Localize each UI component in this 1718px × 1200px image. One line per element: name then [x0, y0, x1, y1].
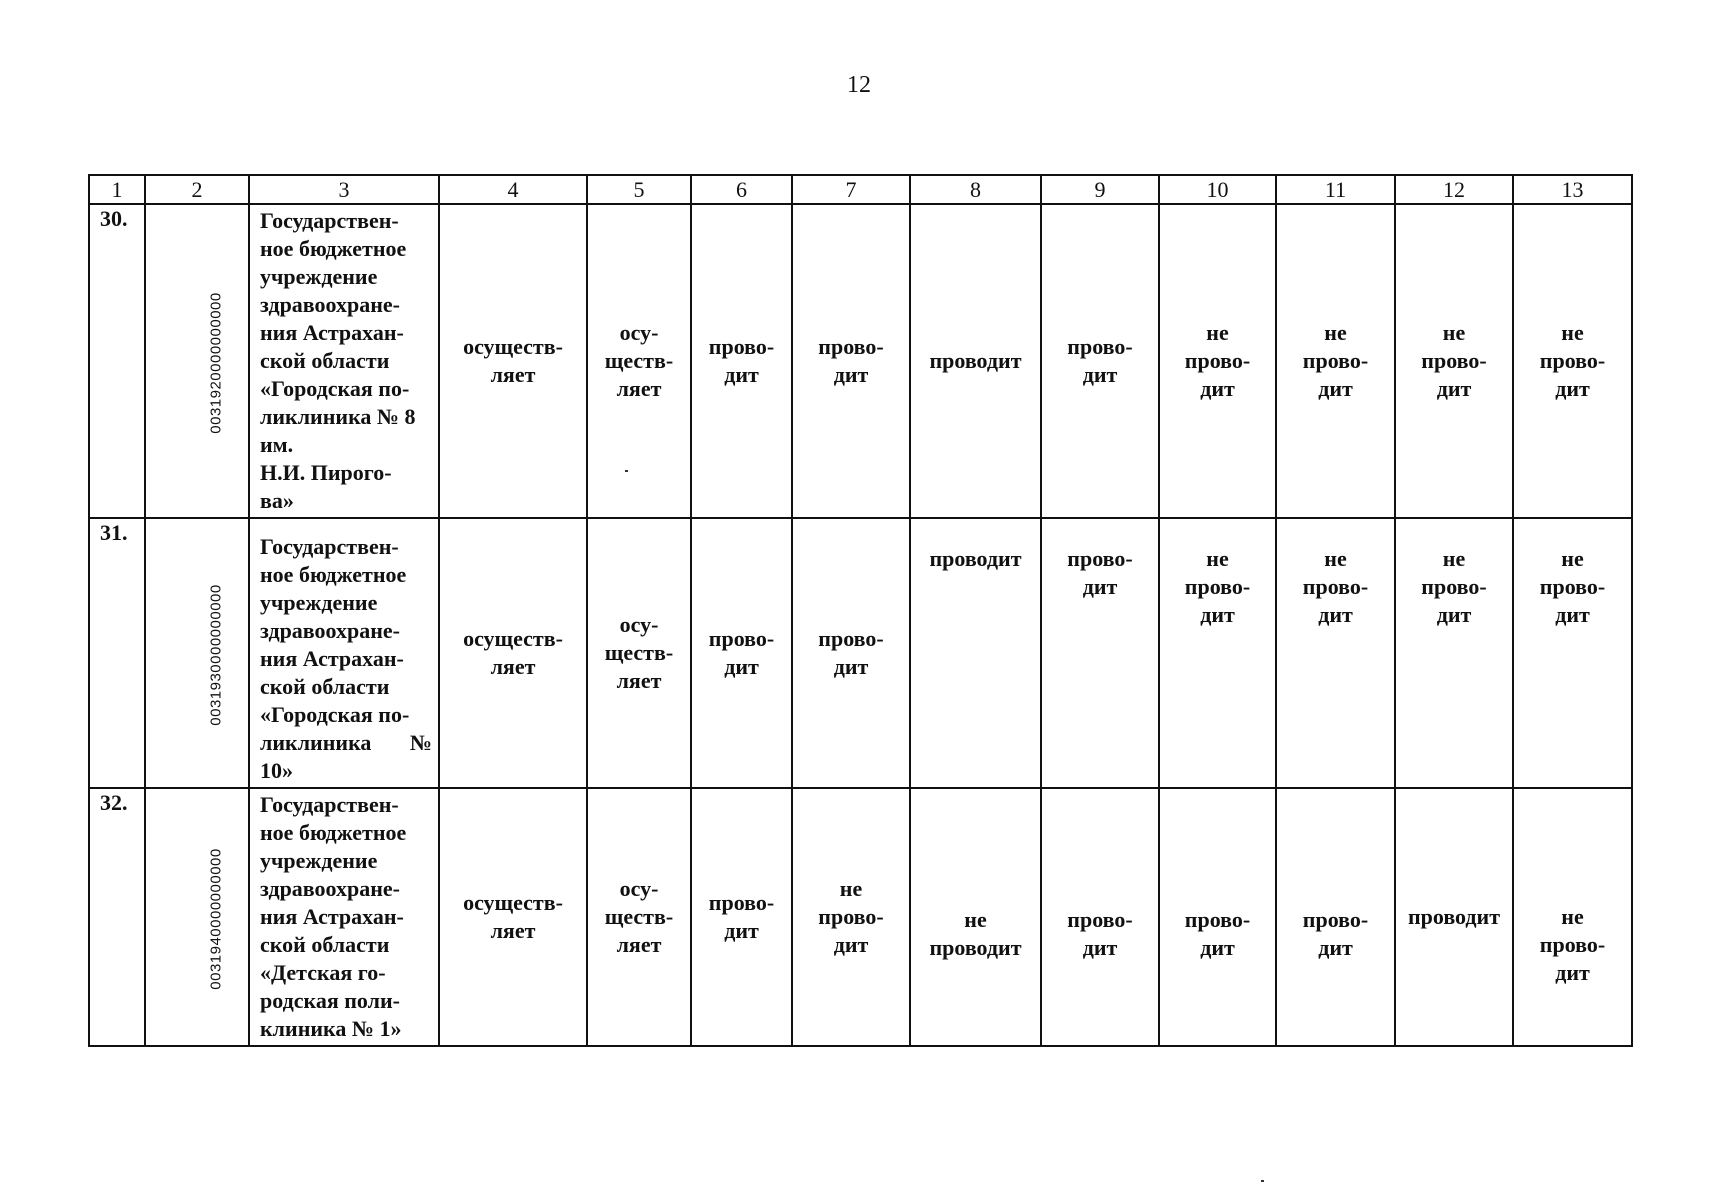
- col-9-value: [1041, 204, 1159, 518]
- value-line: осу-: [619, 320, 659, 345]
- name-line: Государствен-: [260, 208, 399, 233]
- value-line: не: [1206, 546, 1229, 571]
- name-line: ликлиника № 8: [260, 404, 416, 429]
- scan-speck: [625, 470, 628, 472]
- value-line: прово-: [1184, 348, 1251, 373]
- value-line: прово-: [1539, 932, 1606, 957]
- col-11-value: [1276, 788, 1395, 1046]
- value-line: дит: [1082, 935, 1118, 960]
- value-line: проводит: [929, 935, 1022, 960]
- col-5-value: [587, 204, 691, 518]
- value-line: ляет: [490, 362, 536, 387]
- col-12-value: [1395, 518, 1513, 788]
- name-line: ния Астрахан-: [260, 904, 404, 929]
- value-line: не: [1561, 320, 1584, 345]
- value-line: ществ-: [604, 348, 674, 373]
- value-line: ляет: [616, 932, 662, 957]
- value-line: прово-: [818, 626, 884, 651]
- value-line: дит: [833, 654, 869, 679]
- header-row: [89, 175, 1632, 204]
- col-5-value: [587, 788, 691, 1046]
- col-10-value: [1159, 204, 1276, 518]
- col-8-value: [910, 204, 1041, 518]
- name-line: Государствен-: [260, 534, 399, 559]
- name-line: ской области: [260, 932, 390, 957]
- header-cell: 13: [1513, 175, 1632, 204]
- col-12-value: [1395, 788, 1513, 1046]
- row-code-cell: [145, 518, 249, 788]
- row-code: 0031920000000000: [207, 291, 225, 434]
- value-line: осуществ-: [463, 334, 563, 359]
- value-line: ществ-: [604, 904, 674, 929]
- value-line: дит: [1555, 376, 1590, 401]
- col-4-value: [439, 788, 587, 1046]
- value-line: прово-: [708, 890, 775, 915]
- header-cell: 6: [691, 175, 792, 204]
- value-line: ществ-: [604, 640, 674, 665]
- name-line: Н.И. Пирого-: [260, 460, 392, 485]
- value-line: дит: [1555, 602, 1590, 627]
- value-line: дит: [833, 362, 869, 387]
- header-cell: 2: [145, 175, 249, 204]
- row-number: 32.: [89, 788, 145, 1046]
- value-line: ляет: [616, 376, 662, 401]
- page-number: 12: [847, 72, 871, 98]
- table-row: [89, 788, 1632, 1046]
- col-11-value: [1276, 518, 1395, 788]
- value-line: прово-: [818, 334, 884, 359]
- col-9-value: [1041, 788, 1159, 1046]
- value-line: прово-: [1184, 907, 1251, 932]
- name-line: учреждение: [260, 848, 378, 873]
- value-line: прово-: [1184, 574, 1251, 599]
- value-line: дит: [724, 654, 759, 679]
- header-cell: 8: [910, 175, 1041, 204]
- value-line: ляет: [490, 918, 536, 943]
- col-5-value: [587, 518, 691, 788]
- value-line: прово-: [1067, 334, 1133, 359]
- col-4-value: [439, 518, 587, 788]
- header-cell: 3: [249, 175, 439, 204]
- row-code-cell: [145, 204, 249, 518]
- name-line: ное бюджетное: [260, 562, 407, 587]
- value-line: дит: [833, 932, 869, 957]
- value-line: дит: [724, 918, 759, 943]
- value-line: дит: [1200, 935, 1235, 960]
- header-cell: 7: [792, 175, 910, 204]
- header-cell: 12: [1395, 175, 1513, 204]
- name-line: «Городская по-: [260, 702, 410, 727]
- value-line: дит: [1082, 362, 1118, 387]
- value-line: не: [1561, 904, 1584, 929]
- scan-speck: [1261, 1180, 1264, 1182]
- header-cell: 1: [89, 175, 145, 204]
- col-7-value: [792, 204, 910, 518]
- row-code: 0031930000000000: [207, 583, 225, 726]
- col-13-value: [1513, 518, 1632, 788]
- value-line: прово-: [708, 334, 775, 359]
- value-line: осу-: [619, 612, 659, 637]
- value-line: не: [1324, 320, 1347, 345]
- col-4-value: [439, 204, 587, 518]
- col-6-value: [691, 204, 792, 518]
- value-line: дит: [1436, 376, 1472, 401]
- value-line: дит: [1555, 960, 1590, 985]
- value-line: ляет: [490, 654, 536, 679]
- header-cell: 4: [439, 175, 587, 204]
- value-line: не: [1324, 546, 1347, 571]
- col-10-value: [1159, 518, 1276, 788]
- value-line: не: [964, 907, 987, 932]
- col-9-value: [1041, 518, 1159, 788]
- value-line: прово-: [1302, 348, 1369, 373]
- value-line: проводит: [929, 546, 1022, 571]
- name-line: клиника № 1»: [260, 1016, 402, 1041]
- value-line: не: [1442, 546, 1466, 571]
- name-line: здравоохране-: [260, 292, 400, 317]
- value-line: прово-: [1302, 574, 1369, 599]
- value-line: прово-: [1421, 574, 1487, 599]
- header-cell: 10: [1159, 175, 1276, 204]
- col-13-value: [1513, 788, 1632, 1046]
- value-line: ляет: [616, 668, 662, 693]
- value-line: прово-: [708, 626, 775, 651]
- name-line: ное бюджетное: [260, 236, 407, 261]
- name-line: ва»: [260, 488, 294, 513]
- institution-name: [249, 788, 439, 1046]
- value-line: проводит: [1407, 904, 1501, 929]
- value-line: дит: [1200, 376, 1235, 401]
- value-line: прово-: [1539, 348, 1606, 373]
- name-line: им.: [260, 432, 294, 457]
- name-line: здравоохране-: [260, 876, 400, 901]
- row-number: 30.: [89, 204, 145, 518]
- col-8-value: [910, 788, 1041, 1046]
- header-cell: 9: [1041, 175, 1159, 204]
- table-row: [89, 518, 1632, 788]
- value-line: прово-: [1421, 348, 1487, 373]
- value-line: не: [1442, 320, 1466, 345]
- name-line: ное бюджетное: [260, 820, 407, 845]
- value-line: дит: [1318, 935, 1353, 960]
- row-number: 31.: [89, 518, 145, 788]
- col-12-value: [1395, 204, 1513, 518]
- name-line: родская поли-: [260, 988, 400, 1013]
- col-7-value: [792, 788, 910, 1046]
- value-line: проводит: [929, 348, 1022, 373]
- name-line: учреждение: [260, 264, 378, 289]
- value-line: прово-: [818, 904, 884, 929]
- name-line: «Детская го-: [260, 960, 386, 985]
- data-table: [88, 174, 1633, 1047]
- row-code-cell: [145, 788, 249, 1046]
- value-line: дит: [1082, 574, 1118, 599]
- value-line: дит: [1436, 602, 1472, 627]
- name-line: ликлиника № 10»: [260, 730, 432, 783]
- name-line: ской области: [260, 348, 390, 373]
- value-line: осуществ-: [463, 626, 563, 651]
- col-8-value: [910, 518, 1041, 788]
- header-cell: 5: [587, 175, 691, 204]
- institution-name: [249, 518, 439, 788]
- row-code: 0031940000000000: [207, 847, 225, 990]
- col-6-value: [691, 788, 792, 1046]
- value-line: осуществ-: [463, 890, 563, 915]
- col-7-value: [792, 518, 910, 788]
- name-line: Государствен-: [260, 792, 399, 817]
- value-line: дит: [1200, 602, 1235, 627]
- institution-name: [249, 204, 439, 518]
- col-11-value: [1276, 204, 1395, 518]
- name-line: учреждение: [260, 590, 378, 615]
- value-line: дит: [724, 362, 759, 387]
- value-line: прово-: [1539, 574, 1606, 599]
- col-6-value: [691, 518, 792, 788]
- name-line: «Городская по-: [260, 376, 410, 401]
- header-cell: 11: [1276, 175, 1395, 204]
- value-line: осу-: [619, 876, 659, 901]
- value-line: дит: [1318, 602, 1353, 627]
- value-line: прово-: [1067, 546, 1133, 571]
- name-line: ния Астрахан-: [260, 320, 404, 345]
- col-10-value: [1159, 788, 1276, 1046]
- value-line: прово-: [1302, 907, 1369, 932]
- value-line: не: [839, 876, 863, 901]
- name-line: ния Астрахан-: [260, 646, 404, 671]
- name-line: ской области: [260, 674, 390, 699]
- col-13-value: [1513, 204, 1632, 518]
- value-line: дит: [1318, 376, 1353, 401]
- value-line: не: [1206, 320, 1229, 345]
- value-line: не: [1561, 546, 1584, 571]
- name-line: здравоохране-: [260, 618, 400, 643]
- table-row: [89, 204, 1632, 518]
- value-line: прово-: [1067, 907, 1133, 932]
